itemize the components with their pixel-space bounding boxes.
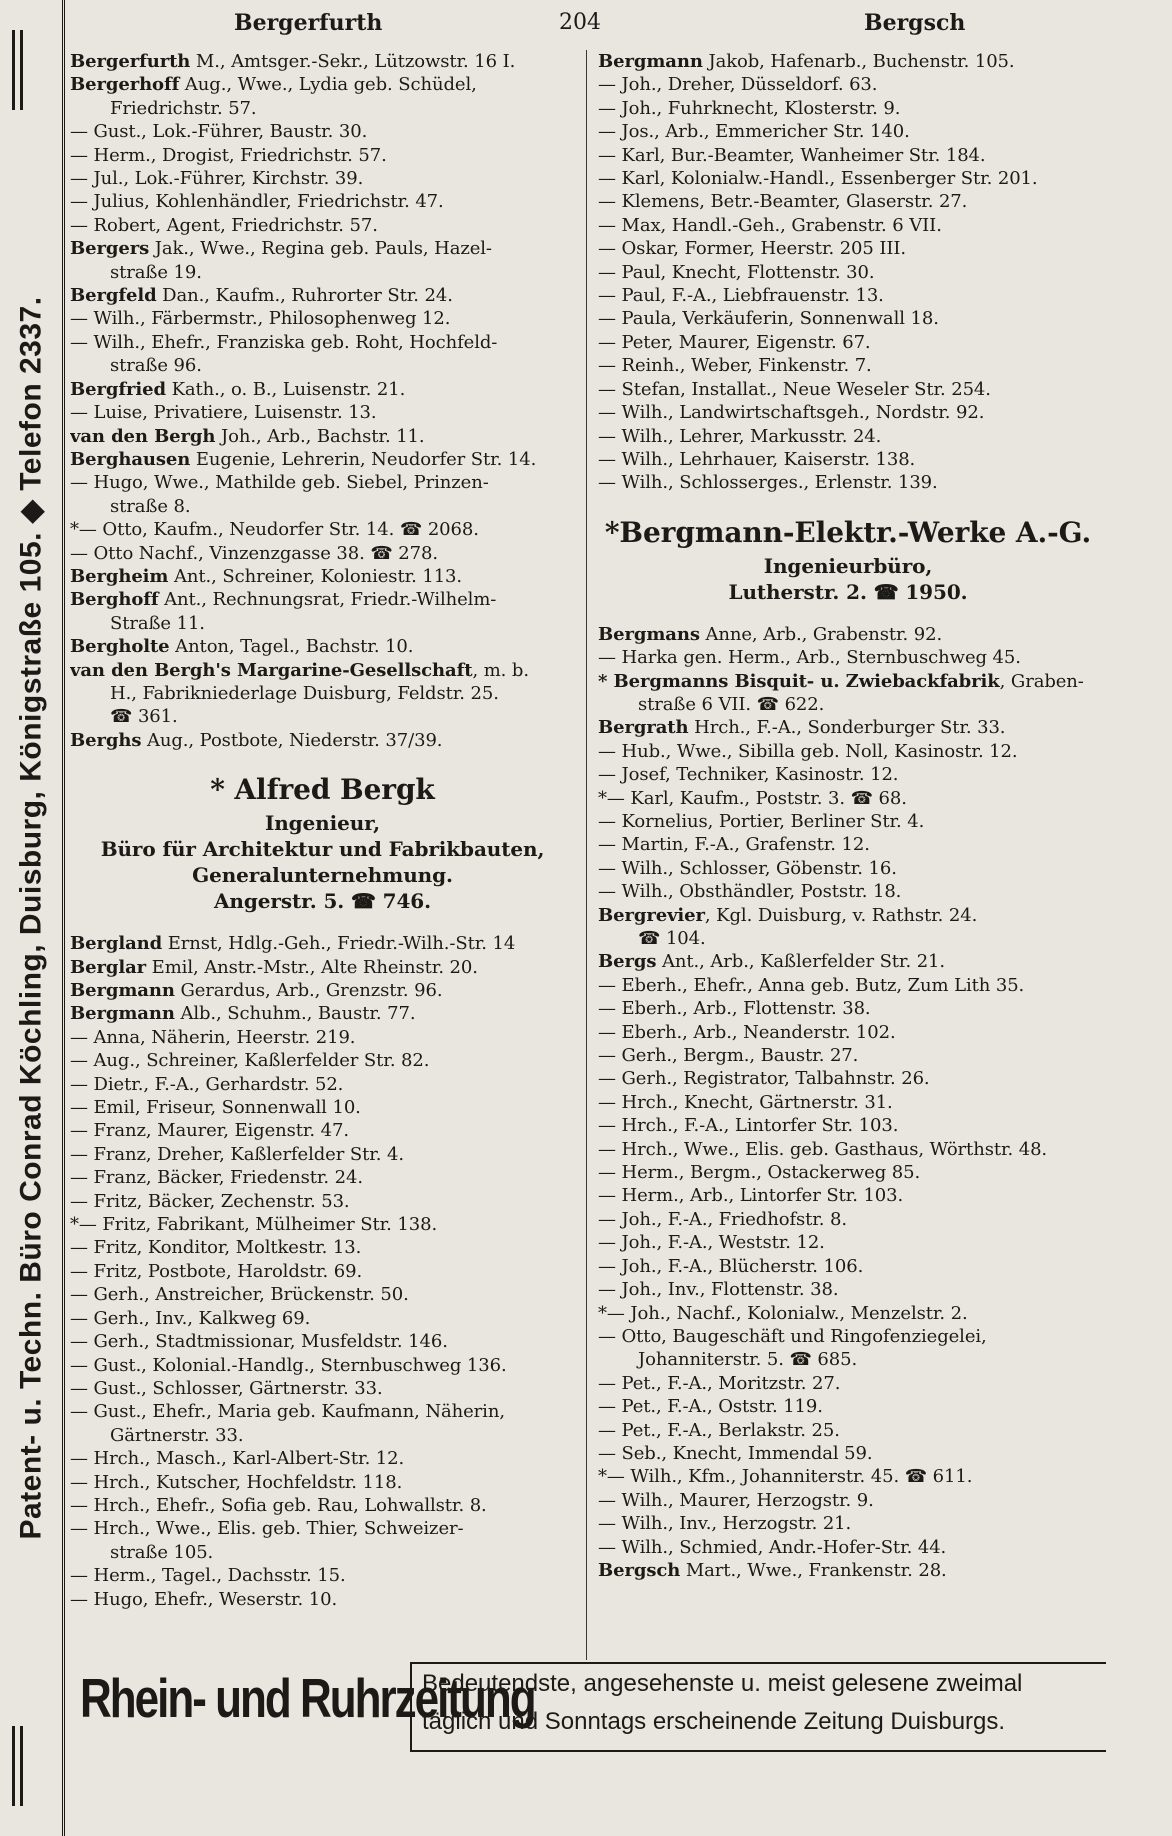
header-right-keyword: Bergsch — [864, 10, 966, 36]
directory-entry-line: *— Wilh., Kfm., Johanniterstr. 45. ☎ 611. — [598, 1466, 973, 1488]
directory-entry-line: — Wilh., Ehefr., Franziska geb. Roht, Hochfeld- — [70, 331, 498, 353]
directory-entry-line: — Robert, Agent, Friedrichstr. 57. — [70, 214, 378, 236]
directory-entry-line: — Gust., Kolonial.-Handlg., Sternbuschweg 136. — [70, 1354, 507, 1376]
entry-surname: Bergerfurth — [70, 51, 191, 72]
directory-entry-line: — Herm., Bergm., Ostackerweg 85. — [598, 1162, 921, 1184]
directory-entry-line: — Wilh., Lehrer, Markusstr. 24. — [598, 425, 882, 447]
directory-entry-line: straße 105. — [110, 1541, 214, 1563]
entry-details: Emil, Anstr.-Mstr., Alte Rheinstr. 20. — [146, 956, 478, 978]
directory-entry-line: — Karl, Bur.-Beamter, Wanheimer Str. 184. — [598, 144, 986, 166]
directory-entry-line: — Luise, Privatiere, Luisenstr. 13. — [70, 402, 377, 424]
directory-entry-line — [70, 425, 575, 448]
entry-surname: Bergholte — [70, 636, 170, 658]
directory-entry-line: straße 19. — [110, 261, 202, 283]
ad-line: Ingenieurbüro, — [763, 553, 933, 578]
directory-entry-line: — Seb., Knecht, Immendal 59. — [598, 1442, 873, 1464]
band-rule — [12, 1726, 15, 1806]
directory-entry-line: *— Fritz, Fabrikant, Mülheimer Str. 138. — [70, 1214, 438, 1236]
directory-entry-line: — Reinh., Weber, Finkenstr. 7. — [598, 355, 872, 377]
directory-entry-line: — Paul, F.-A., Liebfrauenstr. 13. — [598, 285, 884, 307]
directory-entry-line: — Josef, Techniker, Kasinostr. 12. — [598, 764, 899, 786]
directory-entry-line — [70, 635, 575, 658]
directory-entry-line — [598, 950, 1098, 973]
directory-entry-line: — Oskar, Former, Heerstr. 205 III. — [598, 238, 907, 260]
entry-details: Gerardus, Arb., Grenzstr. 96. — [174, 980, 443, 1001]
directory-entry-line: — Wilh., Landwirtschaftsgeh., Nordstr. 92. — [598, 402, 985, 424]
entry-surname: Bergland — [70, 933, 163, 955]
directory-entry-line: — Pet., F.-A., Berlakstr. 25. — [598, 1419, 840, 1441]
directory-entry-line: — Wilh., Obsthändler, Poststr. 18. — [598, 881, 902, 903]
directory-entry-line: Straße 11. — [110, 612, 205, 634]
directory-entry-line: — Joh., F.-A., Blücherstr. 106. — [598, 1255, 864, 1277]
side-advertisement-text: Patent- u. Techn. Büro Conrad Köchling, Duisburg, Königstraße 105. ◆ Telefon 2337. — [14, 296, 48, 1540]
entry-surname: Bergs — [598, 951, 657, 973]
directory-entry-line: straße 96. — [110, 355, 202, 377]
directory-entry-line: — Fritz, Bäcker, Zechenstr. 53. — [70, 1190, 350, 1212]
entry-details: Joh., Arb., Bachstr. 11. — [215, 425, 425, 447]
directory-entry-line: — Martin, F.-A., Grafenstr. 12. — [598, 834, 870, 856]
directory-entry-line — [70, 73, 575, 96]
ad-line: Lutherstr. 2. ☎ 1950. — [728, 579, 968, 604]
directory-entry-line: — Hrch., Wwe., Elis. geb. Gasthaus, Wörthstr. 48. — [598, 1138, 1048, 1160]
directory-entry-line: — Pet., F.-A., Oststr. 119. — [598, 1396, 823, 1418]
directory-entry-line: straße 6 VII. ☎ 622. — [638, 693, 825, 715]
directory-entry-line: *— Otto, Kaufm., Neudorfer Str. 14. ☎ 2068. — [70, 519, 479, 541]
entry-details: Dan., Kaufm., Ruhrorter Str. 24. — [156, 285, 453, 307]
directory-entry-line: straße 8. — [110, 495, 191, 517]
directory-entry-line: — Gerh., Bergm., Baustr. 27. — [598, 1045, 859, 1067]
directory-entry-line: — Stefan, Installat., Neue Weseler Str. 254. — [598, 378, 991, 400]
page-header — [64, 8, 1166, 40]
directory-entry-line — [598, 716, 1098, 739]
directory-entry-line: — Hub., Wwe., Sibilla geb. Noll, Kasinostr. 12. — [598, 740, 1018, 762]
directory-entry-line: — Hrch., F.-A., Lintorfer Str. 103. — [598, 1115, 899, 1137]
entry-surname: Bergrath — [598, 717, 689, 739]
left-entries — [70, 50, 575, 752]
entry-details: Hrch., F.-A., Sonderburger Str. 33. — [688, 717, 1006, 739]
directory-entry-line: — Hrch., Ehefr., Sofia geb. Rau, Lohwallstr. 8. — [70, 1494, 487, 1516]
directory-entry-line — [70, 588, 575, 611]
spacer — [70, 914, 575, 932]
directory-entry-line: — Hrch., Knecht, Gärtnerstr. 31. — [598, 1091, 893, 1113]
column-divider — [586, 50, 587, 1660]
directory-entry-line: — Eberh., Arb., Flottenstr. 38. — [598, 998, 871, 1020]
directory-entry-line: — Joh., Fuhrknecht, Klosterstr. 9. — [598, 97, 901, 119]
directory-entry-line: — Franz, Maurer, Eigenstr. 47. — [70, 1120, 349, 1142]
entry-surname: Bergerhoff — [70, 74, 180, 96]
directory-entry-line: ☎ 104. — [638, 928, 706, 949]
directory-entry-line: — Hrch., Wwe., Elis. geb. Thier, Schweizer- — [70, 1518, 464, 1540]
directory-entry-line: — Gerh., Registrator, Talbahnstr. 26. — [598, 1068, 930, 1090]
header-left-keyword: Bergerfurth — [234, 10, 383, 36]
entry-details: Aug., Postbote, Niederstr. 37/39. — [141, 729, 443, 751]
entry-details: Kath., o. B., Luisenstr. 21. — [165, 378, 406, 400]
entry-details: , m. b. — [472, 659, 529, 681]
directory-entry-line: — Wilh., Schlosserges., Erlenstr. 139. — [598, 472, 938, 494]
directory-entry-line: — Wilh., Inv., Herzogstr. 21. — [598, 1513, 852, 1535]
entry-surname: van den Bergh — [70, 425, 216, 447]
entry-details: Mart., Wwe., Frankenstr. 28. — [680, 1559, 947, 1581]
directory-entry-line: — Otto, Baugeschäft und Ringofenziegelei, — [598, 1325, 987, 1347]
directory-entry-line: — Wilh., Maurer, Herzogstr. 9. — [598, 1489, 874, 1511]
directory-entry-line: — Hrch., Kutscher, Hochfeldstr. 118. — [70, 1471, 403, 1493]
directory-entry-line: — Eberh., Ehefr., Anna geb. Butz, Zum Lith 35. — [598, 974, 1025, 996]
right-column — [598, 50, 1098, 1582]
directory-entry-line — [598, 1559, 1098, 1582]
directory-entry-line — [70, 729, 575, 752]
directory-entry-line: — Hugo, Wwe., Mathilde geb. Siebel, Prinzen- — [70, 472, 489, 494]
entry-details: Ant., Arb., Kaßlerfelder Str. 21. — [656, 951, 946, 973]
directory-entry-line: — Wilh., Schlosser, Göbenstr. 16. — [598, 857, 897, 879]
spacer — [598, 605, 1098, 623]
entry-details: Aug., Wwe., Lydia geb. Schüdel, — [179, 74, 477, 96]
side-advertisement-band — [0, 0, 65, 1836]
entry-surname: Bergsch — [598, 1559, 681, 1581]
directory-entry-line — [70, 50, 575, 73]
directory-entry-line — [70, 979, 575, 1002]
entry-surname: Bergheim — [70, 565, 169, 587]
directory-entry-line: Johanniterstr. 5. ☎ 685. — [638, 1349, 858, 1371]
directory-entry-line: — Emil, Friseur, Sonnenwall 10. — [70, 1097, 361, 1119]
directory-entry-line: H., Fabrikniederlage Duisburg, Feldstr. 25. — [110, 682, 499, 704]
directory-entry-line — [70, 448, 575, 471]
directory-entry-line: — Eberh., Arb., Neanderstr. 102. — [598, 1021, 896, 1043]
entry-surname: Bergfeld — [70, 285, 157, 307]
directory-entry-line: — Pet., F.-A., Moritzstr. 27. — [598, 1372, 841, 1394]
frame-rule — [410, 1750, 1106, 1752]
directory-entry-line: — Wilh., Schmied, Andr.-Hofer-Str. 44. — [598, 1536, 947, 1558]
directory-entry-line: — Herm., Tagel., Dachsstr. 15. — [70, 1565, 346, 1587]
entry-details: Jakob, Hafenarb., Buchenstr. 105. — [702, 51, 1015, 72]
directory-entry-line: — Joh., F.-A., Weststr. 12. — [598, 1232, 825, 1254]
spacer — [70, 752, 575, 770]
entry-details: Anne, Arb., Grabenstr. 92. — [699, 623, 943, 645]
entry-details: Ant., Schreiner, Koloniestr. 113. — [168, 565, 463, 587]
ad-bergmann-elektr — [598, 513, 1098, 605]
directory-entry-line: — Franz, Dreher, Kaßlerfelder Str. 4. — [70, 1143, 404, 1165]
directory-entry-line: — Paul, Knecht, Flottenstr. 30. — [598, 261, 875, 283]
directory-entry-line: — Julius, Kohlenhändler, Friedrichstr. 47. — [70, 191, 444, 213]
entry-surname: Bergers — [70, 238, 150, 260]
directory-entry-line: — Dietr., F.-A., Gerhardstr. 52. — [70, 1073, 344, 1095]
entry-details: , Graben- — [999, 670, 1084, 692]
entry-surname: Berghoff — [70, 589, 159, 611]
directory-entry-line — [70, 237, 575, 260]
entry-details: Eugenie, Lehrerin, Neudorfer Str. 14. — [190, 448, 537, 470]
spacer — [598, 495, 1098, 513]
directory-entry-line: — Fritz, Postbote, Haroldstr. 69. — [70, 1260, 363, 1282]
directory-entry-line: — Gerh., Inv., Kalkweg 69. — [70, 1307, 311, 1329]
entry-details: Anton, Tagel., Bachstr. 10. — [169, 636, 414, 658]
entry-details: Alb., Schuhm., Baustr. 77. — [174, 1003, 416, 1025]
directory-entry-line: — Max, Handl.-Geh., Grabenstr. 6 VII. — [598, 214, 942, 236]
directory-entry-line: *— Karl, Kaufm., Poststr. 3. ☎ 68. — [598, 787, 907, 809]
directory-entry-line: — Herm., Drogist, Friedrichstr. 57. — [70, 144, 387, 166]
entry-details: Ant., Rechnungsrat, Friedr.-Wilhelm- — [158, 589, 497, 611]
entry-surname: Bergmans — [598, 623, 700, 645]
band-rule — [20, 30, 23, 110]
page-number: 204 — [559, 10, 601, 35]
directory-entry-line: — Gust., Lok.-Führer, Baustr. 30. — [70, 121, 368, 143]
directory-entry-line: — Joh., Dreher, Düsseldorf. 63. — [598, 74, 878, 96]
entry-details: , Kgl. Duisburg, v. Rathstr. 24. — [704, 904, 978, 926]
directory-entry-line: Friedrichstr. 57. — [110, 97, 257, 119]
entry-surname: Bergmann — [70, 980, 175, 1001]
directory-entry-line: — Kornelius, Portier, Berliner Str. 4. — [598, 810, 925, 832]
entry-surname: Bergrevier — [598, 904, 705, 926]
ad-name: *Bergmann-Elektr.-Werke A.-G. — [604, 515, 1092, 549]
directory-entry-line: — Hugo, Ehefr., Weserstr. 10. — [70, 1588, 338, 1610]
directory-entry-line: ☎ 361. — [110, 706, 178, 728]
directory-entry-line: — Hrch., Masch., Karl-Albert-Str. 12. — [70, 1448, 405, 1470]
newspaper-logo: Rhein- und Ruhrzeitung — [80, 1668, 535, 1730]
ad-alfred-bergk — [70, 770, 575, 914]
ad-line: Angerstr. 5. ☎ 746. — [214, 889, 431, 914]
entry-details: M., Amtsger.-Sekr., Lützowstr. 16 I. — [190, 51, 516, 72]
directory-entry-line: — Gerh., Stadtmissionar, Musfeldstr. 146. — [70, 1331, 448, 1353]
directory-entry-line: — Gerh., Anstreicher, Brückenstr. 50. — [70, 1284, 409, 1306]
directory-entry-line — [70, 1002, 575, 1025]
right-entries — [598, 50, 1098, 495]
left-column — [70, 50, 575, 1611]
directory-entry-line: — Joh., Inv., Flottenstr. 38. — [598, 1279, 839, 1301]
ad-name: * Alfred Bergk — [210, 773, 435, 807]
directory-entry-line: — Anna, Näherin, Heerstr. 219. — [70, 1026, 356, 1048]
directory-entry-line — [70, 378, 575, 401]
band-rule — [12, 30, 15, 110]
entry-surname: Berghausen — [70, 448, 191, 470]
footer-text-line: täglich und Sonntags erscheinende Zeitung Duisburgs. — [422, 1708, 1006, 1735]
directory-entry-line: — Joh., F.-A., Friedhofstr. 8. — [598, 1208, 848, 1230]
footer-text-line: Bedeutendste, angesehenste u. meist gelesene zweimal — [422, 1670, 1023, 1697]
directory-entry-line: — Otto Nachf., Vinzenzgasse 38. ☎ 278. — [70, 542, 438, 564]
directory-entry-line — [598, 50, 1098, 73]
entry-surname: Bergfried — [70, 378, 166, 400]
directory-entry-line: — Klemens, Betr.-Beamter, Glaserstr. 27. — [598, 191, 968, 213]
directory-entry-line — [70, 932, 575, 955]
right-entries-2 — [598, 623, 1098, 1583]
directory-entry-line — [70, 956, 575, 979]
directory-entry-line — [70, 659, 575, 682]
directory-entry-line: — Wilh., Lehrhauer, Kaiserstr. 138. — [598, 448, 916, 470]
entry-surname: * Bergmanns Bisquit- u. Zwiebackfabrik — [598, 670, 1000, 692]
entry-surname: Bergmann — [598, 51, 703, 72]
directory-entry-line: — Jos., Arb., Emmericher Str. 140. — [598, 121, 910, 143]
entry-surname: van den Bergh's Margarine-Gesellschaft — [70, 659, 473, 681]
directory-entry-line: — Harka gen. Herm., Arb., Sternbuschweg 45. — [598, 647, 1021, 669]
directory-entry-line — [598, 670, 1098, 693]
directory-entry-line: — Jul., Lok.-Führer, Kirchstr. 39. — [70, 168, 364, 190]
directory-entry-line: — Wilh., Färbermstr., Philosophenweg 12. — [70, 308, 451, 330]
directory-entry-line: — Franz, Bäcker, Friedenstr. 24. — [70, 1167, 363, 1189]
directory-entry-line — [70, 565, 575, 588]
directory-entry-line: — Peter, Maurer, Eigenstr. 67. — [598, 331, 871, 353]
directory-entry-line: *— Joh., Nachf., Kolonialw., Menzelstr. 2. — [598, 1302, 968, 1324]
directory-entry-line: — Fritz, Konditor, Moltkestr. 13. — [70, 1237, 362, 1259]
directory-entry-line: — Aug., Schreiner, Kaßlerfelder Str. 82. — [70, 1050, 430, 1072]
directory-entry-line: — Gust., Ehefr., Maria geb. Kaufmann, Näherin, — [70, 1401, 505, 1423]
directory-entry-line — [598, 623, 1098, 646]
directory-entry-line: — Paula, Verkäuferin, Sonnenwall 18. — [598, 308, 939, 330]
directory-entry-line: — Gust., Schlosser, Gärtnerstr. 33. — [70, 1377, 383, 1399]
directory-entry-line — [70, 284, 575, 307]
entry-surname: Berghs — [70, 729, 142, 751]
directory-entry-line: — Karl, Kolonialw.-Handl., Essenberger Str. 201. — [598, 168, 1038, 190]
footer-advertisement — [70, 1662, 1110, 1762]
ad-line: Ingenieur, — [264, 811, 381, 836]
left-entries-2 — [70, 932, 575, 1611]
directory-entry-line: — Herm., Arb., Lintorfer Str. 103. — [598, 1185, 904, 1207]
entry-surname: Berglar — [70, 956, 147, 978]
ad-line: Generalunternehmung. — [192, 863, 453, 888]
entry-details: Ernst, Hdlg.-Geh., Friedr.-Wilh.-Str. 14 — [162, 933, 516, 955]
entry-details: Jak., Wwe., Regina geb. Pauls, Hazel- — [149, 238, 492, 260]
ad-line: Büro für Architektur und Fabrikbauten, — [100, 837, 545, 862]
entry-surname: Bergmann — [70, 1003, 175, 1025]
directory-entry-line: Gärtnerstr. 33. — [110, 1424, 244, 1446]
directory-entry-line — [598, 904, 1098, 927]
band-rule — [20, 1726, 23, 1806]
